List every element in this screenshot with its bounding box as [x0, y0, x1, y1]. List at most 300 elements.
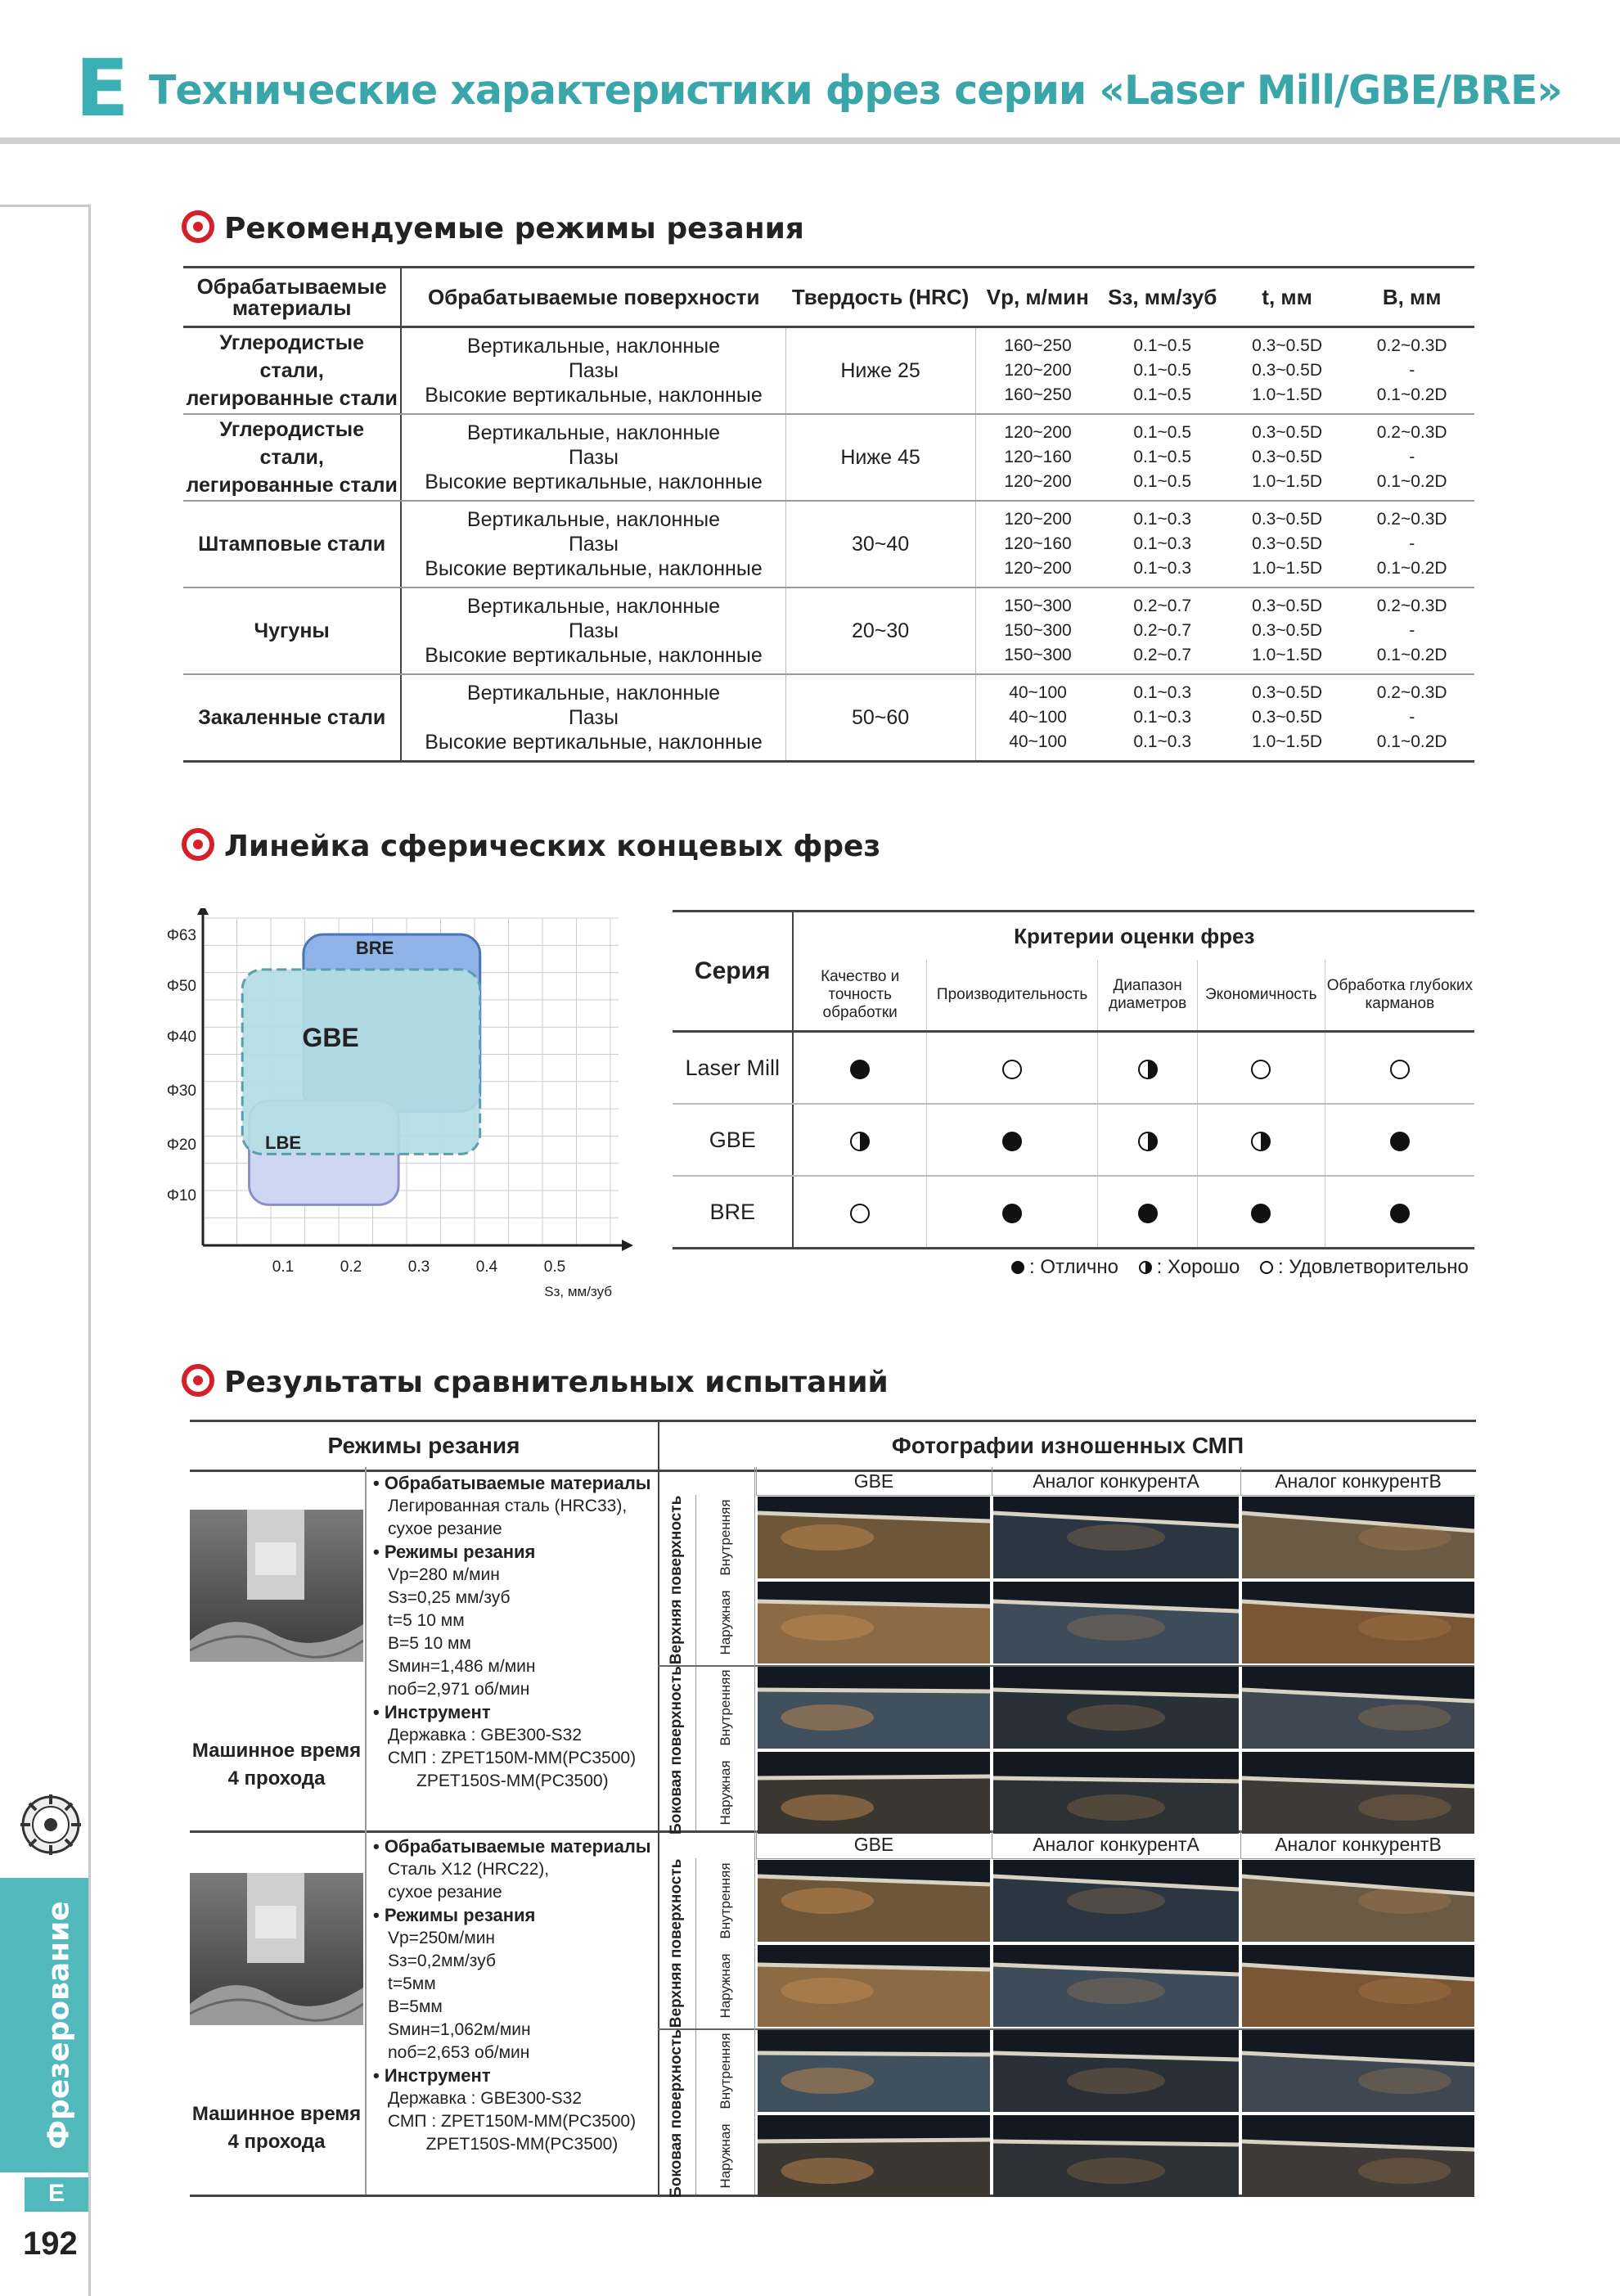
b-cell-value: 0.2~0.3D: [1376, 510, 1447, 529]
worn-insert-photo: [993, 1752, 1239, 1834]
column-divider: [658, 1830, 659, 2195]
excellent-symbol-icon: [1251, 1204, 1271, 1223]
sz-cell-value: 0.1~0.5: [1133, 472, 1191, 491]
region-gbe: [242, 970, 480, 1154]
criterion-header: Качество и точность обработки: [793, 960, 926, 1032]
t-cell: [1225, 674, 1350, 762]
param-value: t=5 10 мм: [388, 1611, 465, 1630]
hardness-cell-value: Ниже 25: [840, 359, 920, 382]
legend-excellent: : Отлично: [1029, 1256, 1118, 1278]
b-cell: [1349, 327, 1474, 415]
vp-cell: [975, 327, 1100, 415]
surfaces-cell-value: Пазы: [568, 359, 619, 382]
sz-cell-value: 0.2~0.7: [1133, 597, 1191, 615]
y-tick-label: Φ50: [166, 978, 196, 995]
material-cell: [183, 414, 401, 501]
param-value: Vp=250м/мин: [388, 1929, 496, 1947]
worn-insert-photo-icon: [1242, 1752, 1474, 1834]
section-title-text: Рекомендуемые режимы резания: [224, 212, 804, 245]
hardness-cell-value: 50~60: [851, 706, 910, 729]
machine-time-line: 4 прохода: [227, 1767, 326, 1790]
worn-insert-photo: [1242, 2030, 1474, 2112]
param-value: сухое резание: [388, 1883, 502, 1902]
rating-cell: [1098, 1032, 1197, 1105]
worn-insert-photo: [993, 2030, 1239, 2112]
param-heading: • Обрабатываемые материалы: [373, 1836, 651, 1857]
sidebar-top-rule: [0, 205, 88, 207]
worn-insert-photo: [1242, 1752, 1474, 1834]
excellent-symbol-icon: [1390, 1204, 1410, 1223]
worn-insert-photo-icon: [993, 1752, 1239, 1834]
header-rule: [0, 137, 1620, 144]
worn-insert-photo-icon: [1242, 1582, 1474, 1663]
b-cell-value: 0.2~0.3D: [1376, 597, 1447, 615]
t-cell-value: 0.3~0.5D: [1252, 683, 1322, 702]
red-bullet-icon: [182, 1364, 214, 1397]
param-value: B=5 10 мм: [388, 1634, 471, 1653]
sz-cell: [1100, 414, 1225, 501]
worn-insert-photo: [1242, 1582, 1474, 1663]
table-row: [673, 1104, 1474, 1176]
machine-time-line: Машинное время: [191, 1740, 362, 1762]
material-cell: [183, 674, 401, 762]
worn-insert-photo-icon: [993, 1667, 1239, 1749]
worn-insert-photo-icon: [993, 1945, 1239, 2027]
y-axis-arrow-icon: [197, 908, 209, 915]
t-cell-value: 0.3~0.5D: [1252, 423, 1322, 442]
column-divider: [695, 1495, 696, 1830]
worn-insert-photo-icon: [1242, 1667, 1474, 1749]
material-cell-value: Штамповые стали: [198, 533, 386, 556]
y-tick-label: Φ30: [166, 1083, 196, 1100]
param-value: сухое резание: [388, 1519, 502, 1538]
worn-insert-photo: [1242, 1860, 1474, 1942]
worn-insert-photo: [1242, 1497, 1474, 1578]
param-value: Sмин=1,062м/мин: [388, 2020, 531, 2039]
param-value: nоб=2,653 об/мин: [388, 2043, 530, 2062]
photo-col-header: Аналог конкурентB: [1240, 1830, 1475, 1859]
material-cell: [183, 327, 401, 415]
surfaces-cell-value: Пазы: [568, 619, 619, 642]
section-title-text: Результаты сравнительных испытаний: [224, 1366, 889, 1399]
sz-cell: [1100, 327, 1225, 415]
criterion-header: Диапазон диаметров: [1098, 960, 1197, 1032]
param-value: Sз=0,2мм/зуб: [388, 1952, 496, 1970]
hardness-cell: [785, 674, 975, 762]
rating-cell: [1098, 1176, 1197, 1249]
x-tick-label: 0.5: [543, 1258, 566, 1276]
excellent-symbol-icon: [850, 1060, 870, 1079]
table-row: [673, 1032, 1474, 1105]
vp-cell-value: 40~100: [1009, 732, 1067, 751]
y-tick-label: Φ20: [166, 1137, 196, 1154]
good-symbol-icon: [1251, 1132, 1271, 1151]
y-tick-label: Φ40: [166, 1029, 196, 1046]
t-cell: [1225, 327, 1350, 415]
legend-good: : Хорошо: [1156, 1256, 1240, 1278]
worn-insert-photo-icon: [1242, 1945, 1474, 2027]
surfaces-cell-value: Пазы: [568, 706, 619, 729]
col-header-photos: Фотографии изношенных СМП: [658, 1420, 1476, 1472]
col-header-t: t, мм: [1225, 268, 1350, 327]
machining-photo-icon: [190, 1873, 363, 2025]
t-cell-value: 1.0~1.5D: [1252, 646, 1322, 664]
vp-cell: [975, 414, 1100, 501]
region-label: BRE: [355, 937, 394, 958]
surfaces-cell-value: Высокие вертикальные, наклонные: [425, 731, 763, 754]
b-cell-value: -: [1409, 361, 1415, 380]
vp-cell: [975, 674, 1100, 762]
material-cell: [183, 501, 401, 588]
photo-col-header: Аналог конкурентA: [992, 1467, 1240, 1496]
top-surface-label: Верхняя поверхность: [668, 1495, 685, 1665]
param-heading: • Инструмент: [373, 2065, 491, 2086]
sidebar-tab-letter: E: [25, 2175, 88, 2212]
b-cell-value: 0.1~0.2D: [1376, 646, 1447, 664]
y-tick-label: Φ63: [166, 927, 196, 944]
excellent-symbol-icon: [1138, 1204, 1158, 1223]
worn-insert-photo-icon: [758, 1497, 990, 1578]
sz-cell-value: 0.1~0.3: [1133, 510, 1191, 529]
worn-insert-photo-icon: [1242, 1860, 1474, 1942]
column-divider: [754, 1467, 755, 1830]
worn-insert-photo-icon: [758, 1667, 990, 1749]
vp-cell-value: 150~300: [1004, 646, 1072, 664]
y-tick-label: Φ10: [166, 1187, 196, 1204]
hardness-cell: [785, 588, 975, 674]
series-name: BRE: [673, 1176, 793, 1249]
t-cell-value: 1.0~1.5D: [1252, 472, 1322, 491]
col-header-surfaces: Обрабатываемые поверхности: [401, 268, 785, 327]
worn-insert-photo-icon: [993, 1497, 1239, 1578]
vp-cell: [975, 501, 1100, 588]
section-ball-end-title: [182, 828, 880, 863]
surfaces-cell: [401, 588, 785, 674]
machine-time: [190, 2100, 363, 2156]
ok-symbol-icon: [1390, 1060, 1410, 1079]
criterion-header: Производительность: [926, 960, 1098, 1032]
col-header-sz: Sз, мм/зуб: [1100, 268, 1225, 327]
param-heading: • Инструмент: [373, 1702, 491, 1722]
photo-col-header: GBE: [756, 1467, 991, 1496]
material-cell: [183, 588, 401, 674]
param-value: Державка : GBE300-S32: [388, 1726, 583, 1745]
x-tick-label: 0.3: [407, 1258, 430, 1276]
hardness-cell-value: Ниже 45: [840, 446, 920, 469]
sz-cell-value: 0.1~0.3: [1133, 534, 1191, 553]
b-cell-value: 0.2~0.3D: [1376, 336, 1447, 355]
cutting-params: [365, 1830, 668, 2195]
rating-cell: [1098, 1104, 1197, 1176]
ok-symbol-icon: [1002, 1060, 1022, 1079]
worn-insert-photo: [758, 1497, 990, 1578]
sz-cell-value: 0.1~0.5: [1133, 448, 1191, 466]
symbol-legend: [997, 1256, 1469, 1279]
worn-insert-photo: [1242, 2115, 1474, 2197]
vp-cell-value: 150~300: [1004, 621, 1072, 640]
rating-cell: [926, 1104, 1098, 1176]
rating-cell: [1197, 1176, 1325, 1249]
b-cell: [1349, 501, 1474, 588]
column-divider: [754, 1830, 755, 2195]
outer-label: Наружная: [718, 1953, 733, 2019]
param-value: Державка : GBE300-S32: [388, 2089, 583, 2108]
worn-insert-photo: [1242, 1667, 1474, 1749]
worn-insert-photo-icon: [1242, 2030, 1474, 2112]
worn-insert-photo: [1242, 1945, 1474, 2027]
excellent-symbol-icon: [1002, 1204, 1022, 1223]
table-row: [673, 1176, 1474, 1249]
rating-cell: [926, 1176, 1098, 1249]
outer-label: Наружная: [718, 1590, 733, 1655]
ok-symbol-icon: [1251, 1060, 1271, 1079]
excellent-symbol-icon: [1390, 1132, 1410, 1151]
vp-cell-value: 150~300: [1004, 597, 1072, 615]
surfaces-cell: [401, 674, 785, 762]
table-row: [183, 327, 1474, 415]
vp-cell-value: 120~200: [1004, 361, 1072, 380]
sz-cell-value: 0.2~0.7: [1133, 621, 1191, 640]
series-name: Laser Mill: [673, 1032, 793, 1105]
b-cell-value: -: [1409, 448, 1415, 466]
x-tick-label: 0.2: [340, 1258, 362, 1276]
vp-cell-value: 120~160: [1004, 448, 1072, 466]
worn-insert-photo: [758, 2115, 990, 2197]
param-value: nоб=2,971 об/мин: [388, 1680, 530, 1699]
sz-cell: [1100, 501, 1225, 588]
inner-label: Внутренняя: [718, 1499, 733, 1576]
top-surface-label: Верхняя поверхность: [668, 1858, 685, 2028]
param-value: t=5мм: [388, 1974, 436, 1993]
hardness-cell: [785, 414, 975, 501]
sz-cell-value: 0.1~0.5: [1133, 423, 1191, 442]
param-value: ZPET150S-MM(PC3500): [388, 1772, 609, 1790]
b-cell-value: -: [1409, 621, 1415, 640]
inner-label: Внутренняя: [718, 1669, 733, 1746]
t-cell-value: 0.3~0.5D: [1252, 597, 1322, 615]
criterion-header: Обработка глубоких карманов: [1325, 960, 1474, 1032]
rating-cell: [793, 1176, 926, 1249]
machining-photo: [190, 1510, 363, 1706]
x-axis-arrow-icon: [622, 1240, 633, 1251]
surfaces-cell-value: Вертикальные, наклонные: [466, 508, 721, 531]
vp-cell-value: 120~200: [1004, 510, 1072, 529]
table-row: [183, 588, 1474, 674]
worn-insert-photo: [993, 1945, 1239, 2027]
param-value: Sз=0,25 мм/зуб: [388, 1588, 511, 1607]
x-axis-label: Sз, мм/зуб: [544, 1284, 612, 1299]
vp-cell-value: 40~100: [1009, 708, 1067, 727]
table-row: [183, 414, 1474, 501]
param-value: СМП : ZPET150M-MM(PC3500): [388, 1749, 637, 1767]
machining-photo: [190, 1873, 363, 2069]
worn-insert-photo: [758, 1860, 990, 1942]
hardness-cell-value: 20~30: [851, 619, 910, 642]
t-cell-value: 1.0~1.5D: [1252, 732, 1322, 751]
param-value: Sмин=1,486 м/мин: [388, 1657, 536, 1676]
t-cell-value: 1.0~1.5D: [1252, 385, 1322, 404]
b-cell-value: 0.2~0.3D: [1376, 683, 1447, 702]
worn-insert-photo: [993, 1667, 1239, 1749]
table-row: [183, 501, 1474, 588]
good-symbol-icon: [1138, 1132, 1158, 1151]
surfaces-cell-value: Вертикальные, наклонные: [466, 682, 721, 705]
t-cell-value: 0.3~0.5D: [1252, 621, 1322, 640]
rating-cell: [793, 1104, 926, 1176]
machining-photo-icon: [190, 1510, 363, 1662]
param-value: ZPET150S-MM(PC3500): [388, 2135, 619, 2154]
material-cell-value: Углеродистые стали, легированные стали: [186, 418, 398, 497]
b-cell-value: 0.1~0.2D: [1376, 472, 1447, 491]
cutting-modes-table: [183, 266, 1474, 763]
column-divider: [695, 1858, 696, 2195]
t-cell-value: 0.3~0.5D: [1252, 708, 1322, 727]
surfaces-cell-value: Высокие вертикальные, наклонные: [425, 470, 763, 493]
sz-cell-value: 0.1~0.3: [1133, 683, 1191, 702]
b-cell-value: 0.1~0.2D: [1376, 732, 1447, 751]
good-symbol-icon: [1139, 1261, 1152, 1274]
surfaces-cell: [401, 327, 785, 415]
worn-insert-photo-icon: [758, 2030, 990, 2112]
excellent-symbol-icon: [1011, 1261, 1024, 1274]
section-comparison-title: [182, 1364, 889, 1399]
col-header-vp: Vp, м/мин: [975, 268, 1100, 327]
vp-cell-value: 160~250: [1004, 336, 1072, 355]
material-cell-value: Углеродистые стали, легированные стали: [186, 331, 398, 410]
x-tick-label: 0.1: [272, 1258, 295, 1276]
photo-col-header: Аналог конкурентA: [992, 1830, 1240, 1859]
b-cell-value: 0.1~0.2D: [1376, 559, 1447, 578]
worn-insert-photo: [758, 1582, 990, 1663]
worn-insert-photo-icon: [993, 2115, 1239, 2197]
param-value: B=5мм: [388, 1997, 443, 2016]
series-header: Серия: [673, 912, 793, 1032]
surfaces-cell-value: Высокие вертикальные, наклонные: [425, 557, 763, 580]
b-cell-value: -: [1409, 534, 1415, 553]
rating-cell: [1197, 1032, 1325, 1105]
outer-label: Наружная: [718, 1760, 733, 1826]
b-cell-value: -: [1409, 708, 1415, 727]
comparison-table: [190, 1420, 1474, 2198]
good-symbol-icon: [1138, 1060, 1158, 1079]
rating-cell: [1325, 1104, 1474, 1176]
surfaces-cell-value: Вертикальные, наклонные: [466, 421, 721, 444]
inner-label: Внутренняя: [718, 1862, 733, 1939]
worn-insert-photo-icon: [758, 2115, 990, 2197]
page-title: Технические характеристики фрез серии «Laser Mill/GBE/BRE»: [149, 67, 1563, 114]
excellent-symbol-icon: [1002, 1132, 1022, 1151]
ok-symbol-icon: [1260, 1261, 1273, 1274]
red-bullet-icon: [182, 210, 214, 243]
col-header-cutting-modes: Режимы резания: [190, 1420, 658, 1472]
section-title-text: Линейка сферических концевых фрез: [224, 830, 881, 863]
column-divider: [658, 1467, 659, 1830]
legend-ok: : Удовлетворительно: [1278, 1256, 1469, 1278]
region-label: LBE: [265, 1132, 301, 1154]
machine-time-line: Машинное время: [191, 2103, 362, 2125]
criteria-table: [673, 910, 1474, 1249]
side-surface-label: Боковая поверхность: [668, 2029, 685, 2198]
criteria-group-header: Критерии оценки фрез: [793, 912, 1474, 961]
sz-cell: [1100, 588, 1225, 674]
red-bullet-icon: [182, 828, 214, 861]
col-header-hardness: Твердость (HRC): [785, 268, 975, 327]
surfaces-cell-value: Вертикальные, наклонные: [466, 335, 721, 358]
param-value: Сталь X12 (HRC22),: [388, 1860, 550, 1879]
photo-col-header: GBE: [756, 1830, 991, 1859]
param-value: СМП : ZPET150M-MM(PC3500): [388, 2112, 637, 2131]
sz-cell-value: 0.2~0.7: [1133, 646, 1191, 664]
rating-cell: [926, 1032, 1098, 1105]
param-value: Vp=280 м/мин: [388, 1565, 500, 1584]
ball-end-range-chart: [155, 908, 646, 1305]
hardness-cell: [785, 501, 975, 588]
b-cell: [1349, 674, 1474, 762]
section-cutting-modes-title: [182, 210, 804, 245]
vp-cell-value: 120~200: [1004, 559, 1072, 578]
table-row: [183, 674, 1474, 762]
material-cell-value: Закаленные стали: [198, 706, 386, 729]
vp-cell-value: 120~200: [1004, 423, 1072, 442]
surfaces-cell-value: Пазы: [568, 533, 619, 556]
t-cell: [1225, 501, 1350, 588]
ok-symbol-icon: [850, 1204, 870, 1223]
col-header-b: B, мм: [1349, 268, 1474, 327]
series-name: GBE: [673, 1104, 793, 1176]
param-heading: • Режимы резания: [373, 1905, 536, 1925]
sz-cell-value: 0.1~0.3: [1133, 708, 1191, 727]
vp-cell-value: 160~250: [1004, 385, 1072, 404]
worn-insert-photo-icon: [758, 1752, 990, 1834]
photo-col-header: Аналог конкурентB: [1240, 1467, 1475, 1496]
worn-insert-photo-icon: [1242, 1497, 1474, 1578]
rating-cell: [1325, 1032, 1474, 1105]
worn-insert-photo: [758, 1945, 990, 2027]
worn-insert-photo: [993, 1497, 1239, 1578]
worn-insert-photo-icon: [993, 2030, 1239, 2112]
rating-cell: [1197, 1104, 1325, 1176]
worn-insert-photo-icon: [758, 1945, 990, 2027]
surfaces-cell: [401, 414, 785, 501]
worn-insert-photo-icon: [1242, 2115, 1474, 2197]
sidebar-tab-label: Фрезерование: [42, 1901, 76, 2150]
worn-insert-photo: [993, 1582, 1239, 1663]
worn-insert-photo: [758, 2030, 990, 2112]
good-symbol-icon: [850, 1132, 870, 1151]
side-surface-label: Боковая поверхность: [668, 1666, 685, 1835]
t-cell-value: 0.3~0.5D: [1252, 534, 1322, 553]
b-cell: [1349, 414, 1474, 501]
hardness-cell: [785, 327, 975, 415]
t-cell: [1225, 588, 1350, 674]
t-cell-value: 0.3~0.5D: [1252, 510, 1322, 529]
worn-insert-photo: [758, 1667, 990, 1749]
t-cell-value: 0.3~0.5D: [1252, 336, 1322, 355]
rating-cell: [1325, 1176, 1474, 1249]
machine-time: [190, 1737, 363, 1793]
surfaces-cell-value: Вертикальные, наклонные: [466, 595, 721, 618]
worn-insert-photo-icon: [993, 1582, 1239, 1663]
worn-insert-photo-icon: [758, 1582, 990, 1663]
col-header-materials: Обрабатываемые материалы: [183, 268, 401, 327]
worn-insert-photo: [993, 2115, 1239, 2197]
inner-label: Внутренняя: [718, 2033, 733, 2109]
b-cell-value: 0.1~0.2D: [1376, 385, 1447, 404]
sz-cell-value: 0.1~0.3: [1133, 559, 1191, 578]
worn-insert-photo-icon: [993, 1860, 1239, 1942]
hardness-cell-value: 30~40: [851, 533, 910, 556]
t-cell: [1225, 414, 1350, 501]
